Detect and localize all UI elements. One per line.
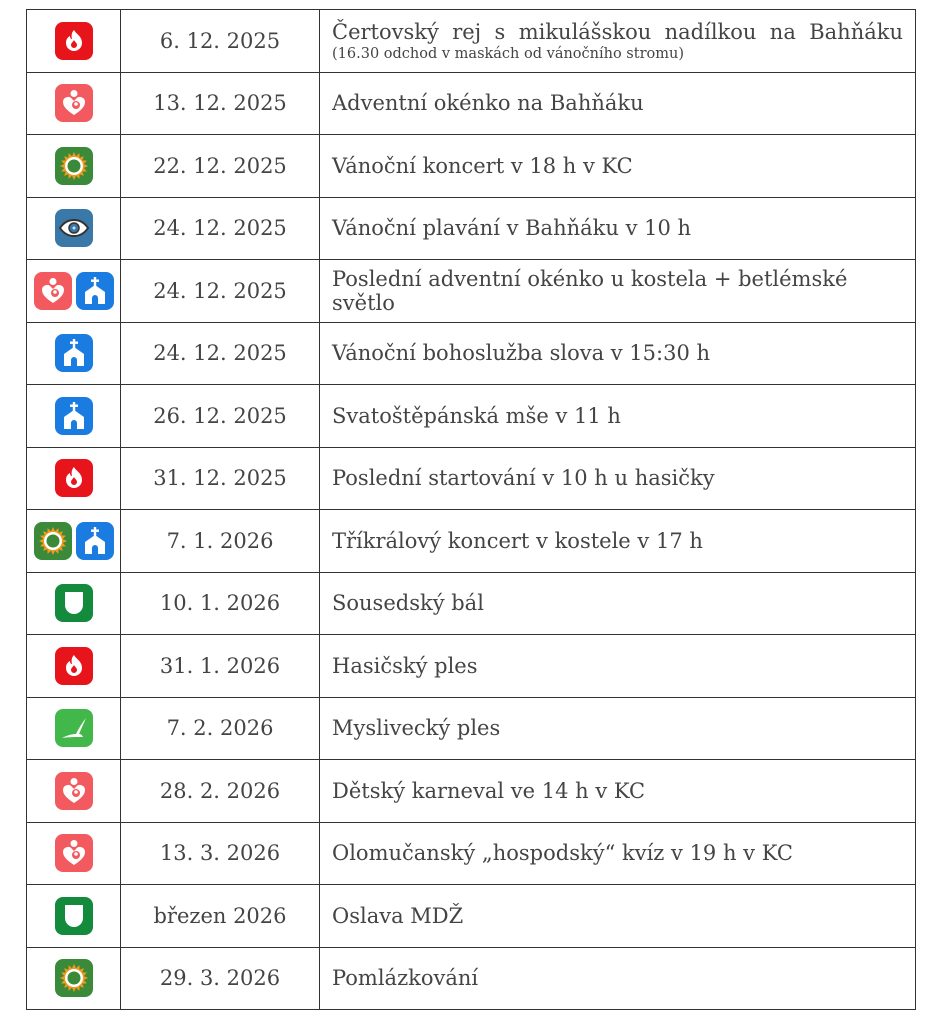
eye-icon xyxy=(55,209,93,247)
event-cell xyxy=(320,697,916,760)
organizer-icons-cell xyxy=(27,260,121,323)
date-cell: 6. 12. 2025 xyxy=(121,10,320,73)
organizer-icons-cell xyxy=(27,322,121,385)
organizer-icons-cell xyxy=(27,822,121,885)
table-row xyxy=(27,197,916,260)
event-cell xyxy=(320,72,916,135)
event-title: Poslední adventní okénko u kostela + betlémské světlo xyxy=(332,266,848,315)
fire-icon xyxy=(55,459,93,497)
event-title: Vánoční koncert v 18 h v KC xyxy=(332,153,633,178)
event-title: Hasičský ples xyxy=(332,653,478,678)
event-cell xyxy=(320,447,916,510)
table-row xyxy=(27,447,916,510)
organizer-icons-cell xyxy=(27,635,121,698)
table-row xyxy=(27,260,916,323)
organizer-icons-cell xyxy=(27,510,121,573)
table-row xyxy=(27,697,916,760)
date-cell: 10. 1. 2026 xyxy=(121,572,320,635)
church-icon xyxy=(55,397,93,435)
heart-icon xyxy=(55,834,93,872)
organizer-icons-cell xyxy=(27,10,121,73)
event-title: Dětský karneval ve 14 h v KC xyxy=(332,778,646,803)
event-cell xyxy=(320,510,916,573)
table-row xyxy=(27,10,916,73)
organizer-icons-cell xyxy=(27,385,121,448)
event-note: (16.30 odchod v maskách od vánočního stromu) xyxy=(332,45,684,62)
date-cell: 13. 3. 2026 xyxy=(121,822,320,885)
table-row xyxy=(27,822,916,885)
event-title: Tříkrálový koncert v kostele v 17 h xyxy=(332,528,703,553)
events-table-body xyxy=(27,10,916,1010)
table-row xyxy=(27,135,916,198)
church-icon xyxy=(55,334,93,372)
table-row xyxy=(27,572,916,635)
shield-icon xyxy=(55,584,93,622)
organizer-icons-cell xyxy=(27,697,121,760)
fire-icon xyxy=(55,647,93,685)
event-title: Olomučanský „hospodský“ kvíz v 19 h v KC xyxy=(332,841,793,866)
events-table xyxy=(26,9,916,1010)
organizer-icons-cell xyxy=(27,447,121,510)
date-cell: 28. 2. 2026 xyxy=(121,760,320,823)
fire-icon xyxy=(55,22,93,60)
event-cell xyxy=(320,260,916,323)
organizer-icons-cell xyxy=(27,197,121,260)
sun-icon xyxy=(55,147,93,185)
event-title: Adventní okénko na Bahňáku xyxy=(332,91,644,116)
event-cell xyxy=(320,760,916,823)
event-title: Myslivecký ples xyxy=(332,716,501,741)
date-cell: březen 2026 xyxy=(121,885,320,948)
event-cell xyxy=(320,385,916,448)
date-cell: 22. 12. 2025 xyxy=(121,135,320,198)
heart-icon xyxy=(55,772,93,810)
event-cell xyxy=(320,135,916,198)
event-cell xyxy=(320,197,916,260)
event-cell xyxy=(320,885,916,948)
event-title: Sousedský bál xyxy=(332,591,484,616)
table-row xyxy=(27,510,916,573)
church-icon xyxy=(76,522,114,560)
church-icon xyxy=(76,272,114,310)
date-cell: 7. 2. 2026 xyxy=(121,697,320,760)
table-row xyxy=(27,322,916,385)
event-title: Vánoční plavání v Bahňáku v 10 h xyxy=(332,216,692,241)
sun-icon xyxy=(55,959,93,997)
organizer-icons-cell xyxy=(27,72,121,135)
event-title: Vánoční bohoslužba slova v 15:30 h xyxy=(332,341,711,366)
date-cell: 29. 3. 2026 xyxy=(121,947,320,1010)
table-row xyxy=(27,385,916,448)
heart-icon xyxy=(34,272,72,310)
date-cell: 13. 12. 2025 xyxy=(121,72,320,135)
sun-icon xyxy=(34,522,72,560)
organizer-icons-cell xyxy=(27,760,121,823)
event-title: Svatoštěpánská mše v 11 h xyxy=(332,403,621,428)
date-cell: 26. 12. 2025 xyxy=(121,385,320,448)
date-cell: 31. 12. 2025 xyxy=(121,447,320,510)
event-cell xyxy=(320,10,916,73)
event-title: Čertovský rej s mikulášskou nadílkou na Bahňáku xyxy=(332,19,903,44)
shield-icon xyxy=(55,897,93,935)
event-title: Poslední startování v 10 h u hasičky xyxy=(332,466,715,491)
organizer-icons-cell xyxy=(27,572,121,635)
event-cell xyxy=(320,947,916,1010)
leaf-icon xyxy=(55,709,93,747)
table-row xyxy=(27,885,916,948)
event-cell xyxy=(320,322,916,385)
table-row xyxy=(27,760,916,823)
event-cell xyxy=(320,572,916,635)
date-cell: 24. 12. 2025 xyxy=(121,197,320,260)
date-cell: 24. 12. 2025 xyxy=(121,260,320,323)
event-cell xyxy=(320,635,916,698)
table-row xyxy=(27,635,916,698)
heart-icon xyxy=(55,84,93,122)
organizer-icons-cell xyxy=(27,885,121,948)
organizer-icons-cell xyxy=(27,135,121,198)
organizer-icons-cell xyxy=(27,947,121,1010)
date-cell: 24. 12. 2025 xyxy=(121,322,320,385)
date-cell: 7. 1. 2026 xyxy=(121,510,320,573)
table-row xyxy=(27,72,916,135)
event-cell xyxy=(320,822,916,885)
event-title: Oslava MDŽ xyxy=(332,903,464,928)
date-cell: 31. 1. 2026 xyxy=(121,635,320,698)
table-row xyxy=(27,947,916,1010)
event-title: Pomlázkování xyxy=(332,966,479,991)
